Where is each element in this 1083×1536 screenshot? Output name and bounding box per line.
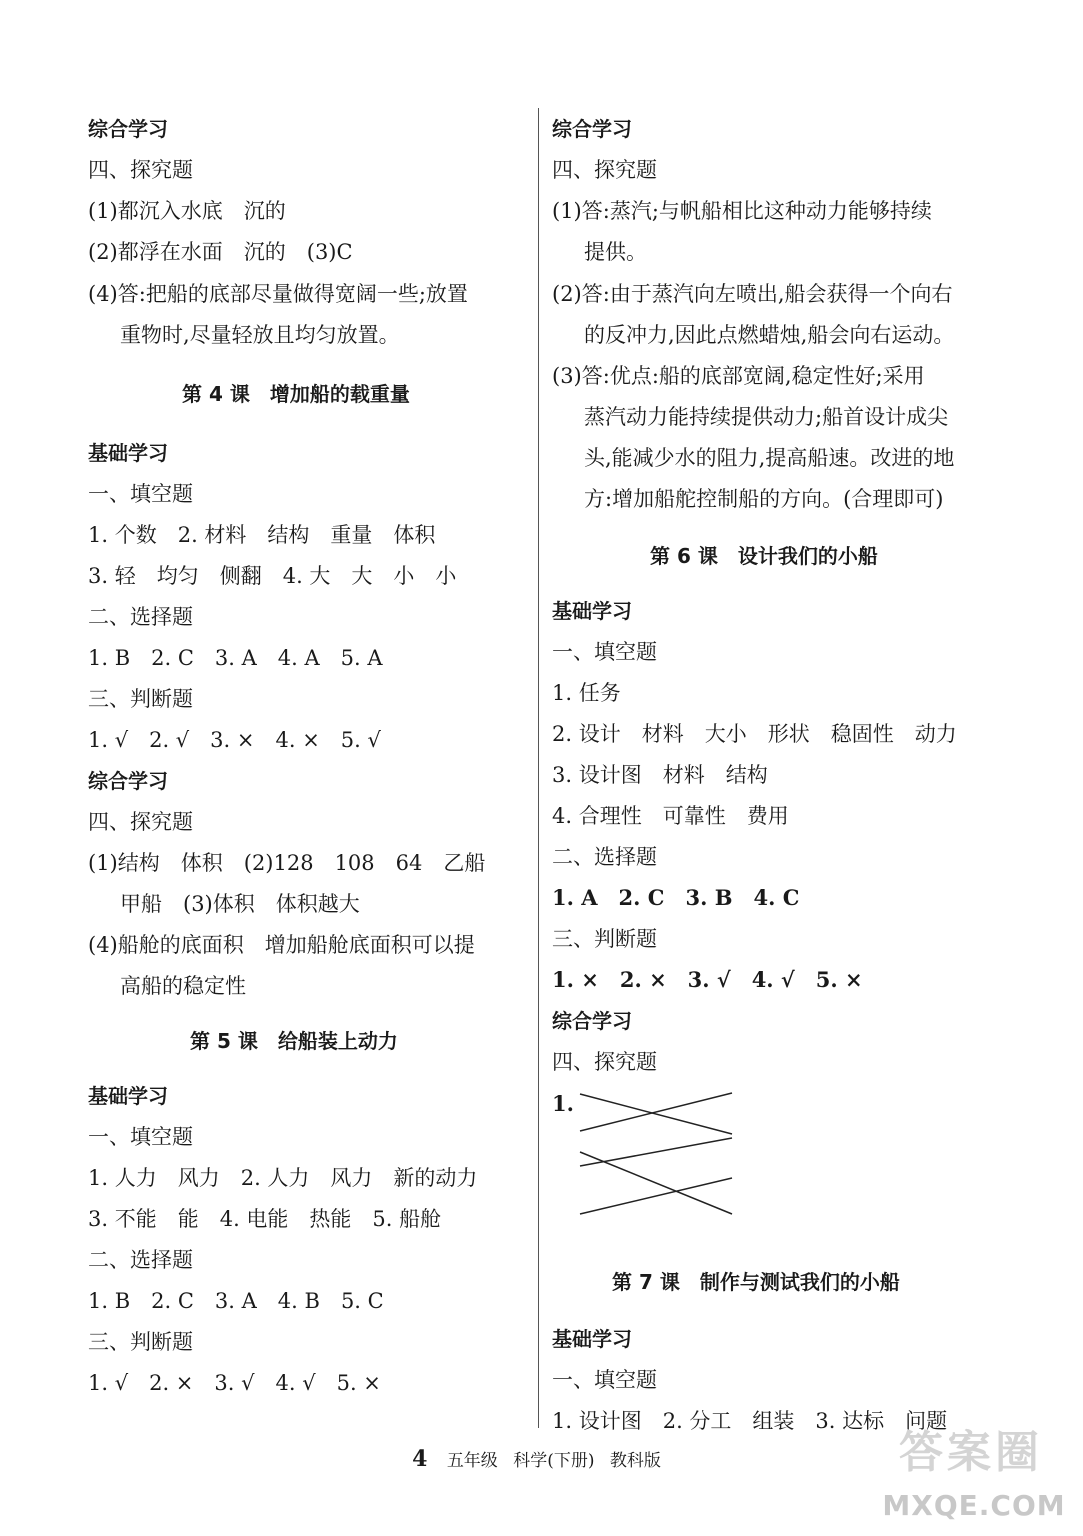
- matching-line: [580, 1093, 732, 1131]
- section-heading: 基础学习: [552, 599, 632, 623]
- section-heading: 综合学习: [88, 117, 168, 141]
- answer-line: 1. B 2. C 3. A 4. B 5. C: [88, 1289, 384, 1313]
- watermark-logo: 答案圈: [899, 1427, 1043, 1478]
- question-type: 一、填空题: [552, 1368, 657, 1392]
- lesson-title: 第 6 课 设计我们的小船: [650, 544, 878, 568]
- watermark: [879, 1414, 1069, 1530]
- answer-line: 头,能减少水的阻力,提高船速。改进的地: [584, 446, 955, 470]
- question-type: 三、判断题: [88, 1330, 193, 1354]
- section-heading: 综合学习: [88, 769, 168, 793]
- answer-line: (4)答:把船的底部尽量做得宽阔一些;放置: [88, 282, 468, 306]
- answer-line: (1)答:蒸汽;与帆船相比这种动力能够持续: [552, 199, 932, 223]
- question-type: 四、探究题: [552, 158, 657, 182]
- question-type: 四、探究题: [88, 810, 193, 834]
- lesson-title: 第 7 课 制作与测试我们的小船: [612, 1270, 900, 1294]
- footer-edition: 教科版: [609, 1451, 661, 1471]
- answer-line: 1. 人力 风力 2. 人力 风力 新的动力: [88, 1166, 478, 1190]
- answer-line: 的反冲力,因此点燃蜡烛,船会向右运动。: [584, 323, 955, 347]
- watermark-site: MXQE.COM: [882, 1489, 1066, 1522]
- question-type: 一、填空题: [88, 482, 193, 506]
- column-divider: [538, 108, 539, 1428]
- answer-line: 1.: [552, 1091, 574, 1116]
- footer-subject: 科学(下册): [513, 1451, 595, 1471]
- answer-line: (1)都沉入水底 沉的: [88, 199, 286, 223]
- question-type: 二、选择题: [88, 605, 193, 629]
- matching-lines-diagram: [576, 1090, 746, 1220]
- section-heading: 基础学习: [88, 1084, 168, 1108]
- question-type: 一、填空题: [552, 640, 657, 664]
- answer-line: 2. 设计 材料 大小 形状 稳固性 动力: [552, 722, 957, 746]
- answer-line: (2)都浮在水面 沉的 (3)C: [88, 240, 353, 264]
- answer-line: 方:增加船舵控制船的方向。(合理即可): [584, 487, 944, 511]
- page-number: 4: [412, 1446, 428, 1472]
- section-heading: 基础学习: [88, 441, 168, 465]
- answer-line: 1. 设计图 2. 分工 组装 3. 达标 问题: [552, 1409, 948, 1433]
- answer-line: 高船的稳定性: [120, 974, 246, 998]
- answer-line: 重物时,尽量轻放且均匀放置。: [120, 323, 400, 347]
- section-heading: 综合学习: [552, 117, 632, 141]
- answer-line: 1. B 2. C 3. A 4. A 5. A: [88, 646, 383, 670]
- section-heading: 基础学习: [552, 1327, 632, 1351]
- answer-line: 3. 设计图 材料 结构: [552, 763, 768, 787]
- question-type: 三、判断题: [88, 687, 193, 711]
- lesson-title: 第 4 课 增加船的载重量: [182, 382, 410, 406]
- answer-line: 1. 任务: [552, 681, 621, 705]
- answer-line: 3. 轻 均匀 侧翻 4. 大 大 小 小: [88, 564, 457, 588]
- question-type: 四、探究题: [88, 158, 193, 182]
- matching-line: [580, 1094, 732, 1134]
- answer-line: 1. √ 2. √ 3. × 4. × 5. √: [88, 728, 381, 752]
- footer-grade: 五年级: [446, 1451, 498, 1471]
- answer-line: 提供。: [584, 240, 647, 264]
- section-heading: 综合学习: [552, 1009, 632, 1033]
- question-type: 一、填空题: [88, 1125, 193, 1149]
- answer-line: 4. 合理性 可靠性 费用: [552, 804, 789, 828]
- answer-line: 1. A 2. C 3. B 4. C: [552, 885, 800, 910]
- question-type: 四、探究题: [552, 1050, 657, 1074]
- answer-line: (1)结构 体积 (2)128 108 64 乙船: [88, 851, 486, 875]
- answer-line: (3)答:优点:船的底部宽阔,稳定性好;采用: [552, 364, 925, 388]
- answer-line: (4)船舱的底面积 增加船舱底面积可以提: [88, 933, 475, 957]
- lesson-title: 第 5 课 给船装上动力: [190, 1029, 398, 1053]
- answer-line: (2)答:由于蒸汽向左喷出,船会获得一个向右: [552, 282, 953, 306]
- question-type: 三、判断题: [552, 927, 657, 951]
- answer-line: 甲船 (3)体积 体积越大: [120, 892, 360, 916]
- question-type: 二、选择题: [552, 845, 657, 869]
- question-type: 二、选择题: [88, 1248, 193, 1272]
- answer-line: 1. × 2. × 3. √ 4. √ 5. ×: [552, 967, 863, 992]
- answer-line: 蒸汽动力能持续提供动力;船首设计成尖: [584, 405, 949, 429]
- answer-line: 1. √ 2. × 3. √ 4. √ 5. ×: [88, 1371, 381, 1395]
- answer-line: 1. 个数 2. 材料 结构 重量 体积: [88, 523, 436, 547]
- answer-line: 3. 不能 能 4. 电能 热能 5. 船舱: [88, 1207, 442, 1231]
